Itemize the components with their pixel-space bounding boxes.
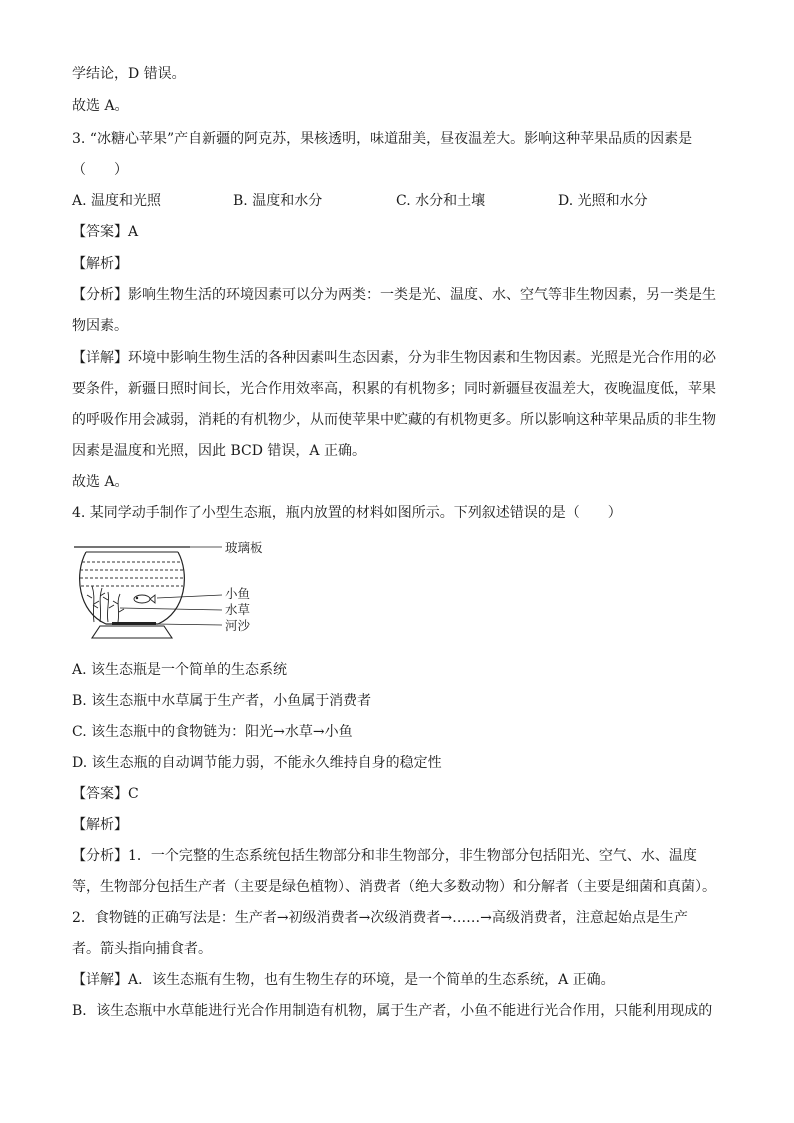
q3-option-b: B. 温度和水分 <box>233 193 323 209</box>
water-plant <box>87 586 124 622</box>
q3-conclusion: 故选 A。 <box>72 474 129 490</box>
bottle-base <box>92 626 172 638</box>
conclusion: 故选 A。 <box>72 98 129 114</box>
q4-fenxi-line3: 2．食物链的正确写法是：生产者→初级消费者→次级消费者→……→高级消费者，注意起始点是生产 <box>72 910 688 926</box>
q3-option-a: A. 温度和光照 <box>72 193 162 209</box>
ecosystem-bottle-figure <box>72 538 272 648</box>
q3-option-d: D. 光照和水分 <box>558 193 648 209</box>
q4-option-b: B. 该生态瓶中水草属于生产者，小鱼属于消费者 <box>72 693 372 709</box>
water-lines <box>80 562 184 586</box>
bottle-outline <box>80 552 185 624</box>
river-sand <box>112 622 156 625</box>
q3-fenxi-line1: 【分析】影响生物生活的环境因素可以分为两类：一类是光、温度、水、空气等非生物因素，另一类是生 <box>72 287 716 303</box>
q3-fenxi-line2: 物因素。 <box>72 318 128 334</box>
q3-xiangjie-line3: 的呼吸作用会减弱，消耗的有机物少，从而使苹果中贮藏的有机物更多。所以影响这种苹果品质的非生物 <box>72 412 716 428</box>
q4-answer: 【答案】C <box>72 786 139 802</box>
label-fish: 小鱼 <box>225 586 251 601</box>
q3-stem-line2: （ ） <box>72 162 128 178</box>
label-plant: 水草 <box>225 602 251 617</box>
q4-xiangjie-line2: B．该生态瓶中水草能进行光合作用制造有机物，属于生产者，小鱼不能进行光合作用，只能利用现成的 <box>72 1003 713 1019</box>
label-glass: 玻璃板 <box>225 540 263 555</box>
q4-xiangjie-line1: 【详解】A．该生态瓶有生物，也有生物生存的环境，是一个简单的生态系统，A 正确。 <box>72 972 615 988</box>
q3-option-c: C. 水分和土壤 <box>396 193 486 209</box>
q3-xiangjie-line1: 【详解】环境中影响生物生活的各种因素叫生态因素，分为非生物因素和生物因素。光照是光合作用的必 <box>72 350 716 366</box>
fish <box>134 595 155 603</box>
q4-jiexi-heading: 【解析】 <box>72 817 128 833</box>
q3-stem-line1: 3. “冰糖心苹果”产自新疆的阿克苏，果核透明，味道甜美，昼夜温差大。影响这种苹果品质的因素是 <box>72 131 693 147</box>
ecosystem-bottle-svg <box>72 538 272 648</box>
q3-xiangjie-line2: 要条件，新疆日照时间长，光合作用效率高，积累的有机物多；同时新疆昼夜温差大，夜晚温度低，苹果 <box>72 381 716 397</box>
q4-fenxi-line1: 【分析】1．一个完整的生态系统包括生物部分和非生物部分，非生物部分包括阳光、空气、水、温度 <box>72 848 697 864</box>
label-leaders <box>120 595 222 625</box>
q4-fenxi-line4: 者。箭头指向捕食者。 <box>72 941 212 957</box>
q3-xiangjie-line4: 因素是温度和光照，因此 BCD 错误，A 正确。 <box>72 443 366 459</box>
paragraph: 学结论，D 错误。 <box>72 66 186 82</box>
q3-jiexi-heading: 【解析】 <box>72 256 128 272</box>
q4-fenxi-line2: 等，生物部分包括生产者（主要是绿色植物）、消费者（绝大多数动物）和分解者（主要是细菌和真菌）。 <box>72 879 716 895</box>
q3-answer: 【答案】A <box>72 224 139 240</box>
q4-option-d: D. 该生态瓶的自动调节能力弱，不能永久维持自身的稳定性 <box>72 755 442 771</box>
q4-option-c: C. 该生态瓶中的食物链为：阳光→水草→小鱼 <box>72 724 353 740</box>
q4-stem: 4. 某同学动手制作了小型生态瓶，瓶内放置的材料如图所示。下列叙述错误的是（ ） <box>72 505 622 521</box>
label-sand: 河沙 <box>225 618 251 633</box>
q4-option-a: A. 该生态瓶是一个简单的生态系统 <box>72 662 288 678</box>
